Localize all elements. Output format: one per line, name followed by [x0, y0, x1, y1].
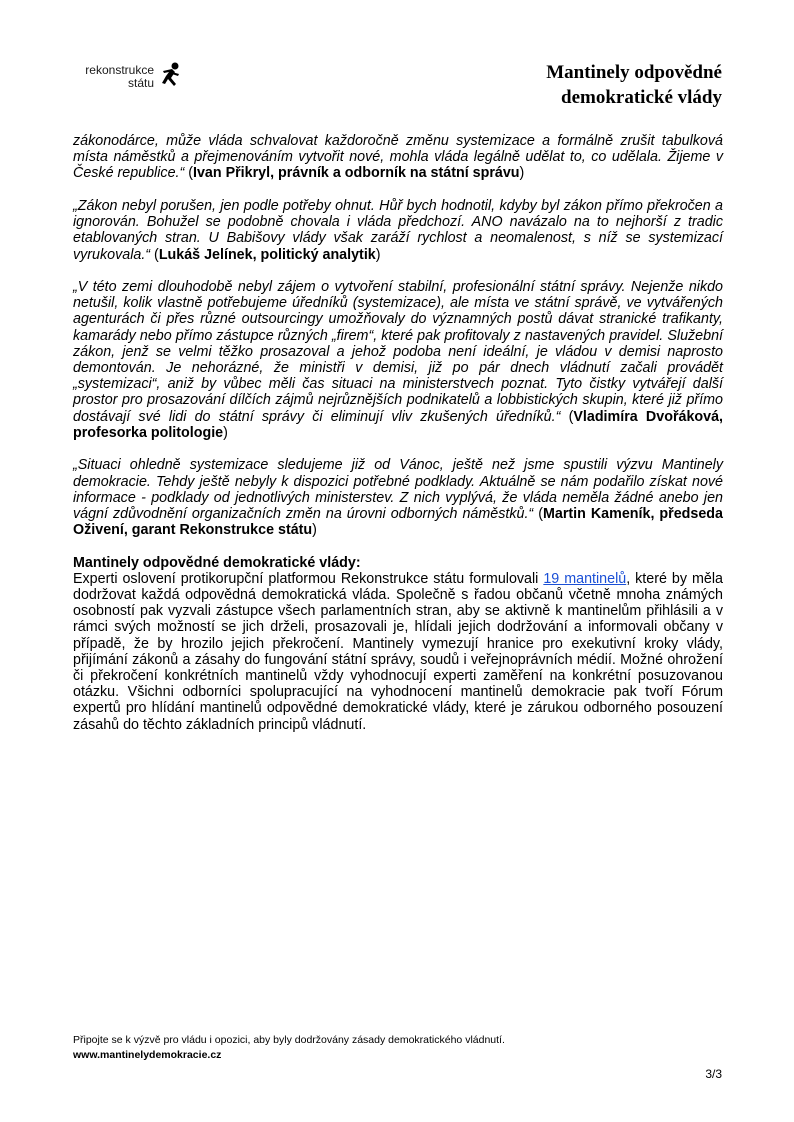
- quote-paren-close: ): [223, 424, 228, 441]
- title-line-1: Mantinely odpovědné: [546, 62, 722, 83]
- running-figure-icon: [160, 62, 182, 90]
- footer-url: www.mantinelydemokracie.cz: [73, 1049, 222, 1061]
- quote-1: [73, 133, 723, 182]
- quote-3: [73, 279, 723, 441]
- footer: [73, 1033, 505, 1063]
- title-line-2: demokratické vlády: [561, 87, 722, 108]
- rekonstrukce-statu-logo: [74, 62, 184, 96]
- logo-text: [74, 64, 154, 90]
- quote-paren-close: ): [519, 165, 525, 182]
- quote-paren-open: (: [184, 165, 193, 182]
- quote-text: „V této zemi dlouhodobě nebyl zájem o vytvoření stabilní, profesionální státní správy. Nejenže nikdo netušil, kolik vlastně potřebujeme úředníků (systemizace), ale místa ve státní správě, ve vytvářených agenturách či přes různé outsourcingy umožňovaly do významných postů dávat stranické trafikanty, kamarády nebo přímo zástupce různých „firem“, které pak profitovaly z nastavených pravidel. Služební zákon, jenž se velmi těžko prosazoval a jehož podoba není ideální, je vládou v demisi naprosto demontován. Je nehorázné, že ministři v demisi, již po pár dnech vládnutí začali provádět „systemizaci“, aniž by vůbec měli čas situaci na ministerstvech poznat. Tyto čistky vytvářejí další prostor pro prosazování dílčích zájmů nejrůznějších podnikatelů a lobbistických skupin, které již přímo dostávají své lidi do státní správy či eliminují vliv zkušených úředníků.“: [73, 279, 723, 425]
- page-number: 3/3: [705, 1067, 722, 1081]
- quote-4: [73, 457, 723, 538]
- footer-text: Připojte se k výzvě pro vládu i opozici, aby byly dodržovány zásady demokratického vládnutí.: [73, 1034, 505, 1046]
- quote-paren-open: (: [150, 246, 159, 263]
- section-text-after-link: , které by měla dodržovat každá odpovědná demokratická vláda. Společně s řadou občanů včetně mnoha známých osobností pak vyzvali zástupce všech parlamentních stran, aby se aktivně k mantinelům přihlásili a v rámci svých možností se jich drželi, prosazovali je, hlídali jejich dodržování a informovali občany v případě, že by hrozilo jejich překročení. Mantinely vymezují hranice pro exekutivní kroky vlády, přijímání zákonů a zásahy do fungování státní správy, soudů i veřejnoprávních médií. Možné ohrožení či překročení konkrétních mantinelů vždy vyhodnocují experti zaměření na konkrétní posuzovanou otázku. Všichni odborníci spolupracující na vyhodnocení mantinelů demokracie pak tvoří Fórum expertů pro hlídání mantinelů odpovědné demokratické vlády, které je zárukou odborného posouzení zásahů do těchto základních principů vládnutí.: [73, 570, 723, 733]
- quote-author: Martin Kameník, předseda Oživení, garant Rekonstrukce státu: [73, 505, 723, 539]
- section-heading: Mantinely odpovědné demokratické vlády:: [73, 554, 361, 571]
- quote-text: „Situaci ohledně systemizace sledujeme již od Vánoc, ještě než jsme spustili výzvu Mantinely demokracie. Tehdy ještě nebyly k dispozici potřebné podklady. Aktuálně se nám podařilo získat nové informace - podklady od jednotlivých ministerstev. Z nich vyplývá, že vláda neměla žádné anebo jen vágní zdůvodnění organizačních změn na úrovni odborných náměstků.“: [73, 457, 723, 522]
- section-text-before-link: Experti oslovení protikorupční platformou Rekonstrukce státu formulovali: [73, 570, 544, 587]
- quote-author: Ivan Přikryl, právník a odborník na státní správu: [192, 165, 520, 182]
- document-title: [546, 60, 722, 110]
- main-content: [73, 133, 723, 733]
- mantinely-link[interactable]: 19 mantinelů: [543, 570, 627, 587]
- quote-paren-close: ): [375, 246, 381, 263]
- logo-line-1: rekonstrukce: [85, 63, 154, 77]
- quote-paren-open: (: [560, 408, 574, 425]
- quote-paren-open: (: [533, 505, 543, 522]
- quote-2: [73, 198, 723, 263]
- quote-text: „Zákon nebyl porušen, jen podle potřeby ohnut. Hůř bych hodnotil, kdyby byl zákon přímo překročen a ignorován. Bohužel se podobně chovala i vláda předchozí. ANO navázalo na to nejhorší z tradic etablovaných stran. U Babišovy vlády však zaráží rychlost a neomalenost, s níž se systemizací vyrukovala.“: [73, 197, 723, 263]
- quote-paren-close: ): [312, 522, 317, 539]
- quote-text: zákonodárce, může vláda schvalovat každoročně změnu systemizace a formálně zrušit tabulková místa náměstků a přejmenováním vytvořit nové, mohla vláda legálně udělat to, co udělala. Žijeme v České republice.“: [73, 133, 723, 182]
- quote-author: Vladimíra Dvořáková, profesorka politologie: [73, 408, 724, 441]
- logo-line-2: státu: [127, 76, 154, 90]
- quote-author: Lukáš Jelínek, politický analytik: [158, 246, 376, 263]
- section-body: [73, 571, 723, 733]
